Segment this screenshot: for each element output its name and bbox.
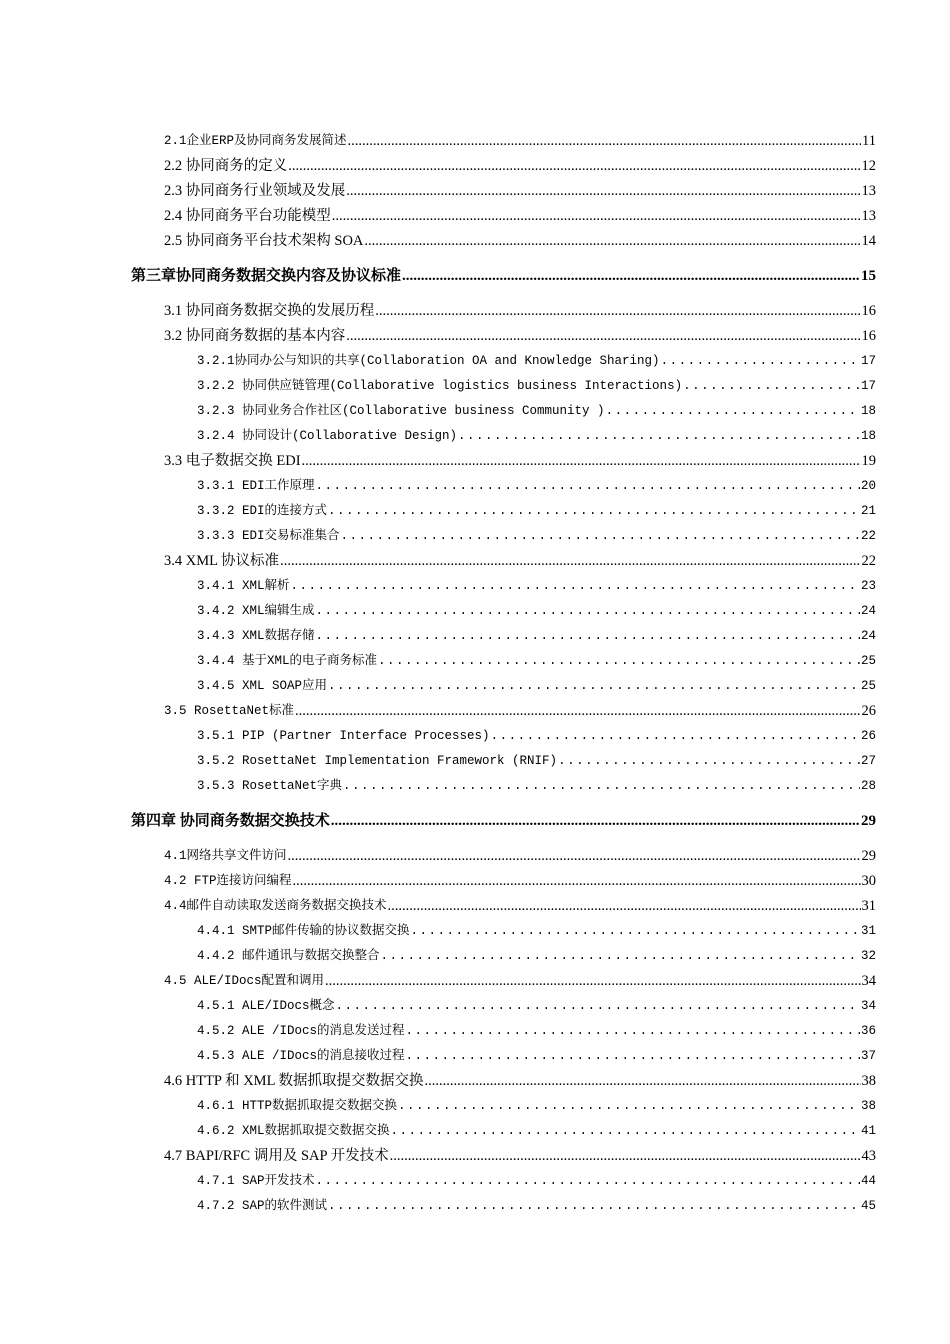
toc-entry[interactable] [131,571,876,596]
dot-leader [391,1121,860,1141]
dot-leader [364,231,860,251]
dot-leader [328,501,860,521]
toc-entry-title: 3.3.3 EDI交易标准集合 [197,529,340,543]
dot-leader [683,376,860,396]
toc-entry-page: 24 [860,604,876,618]
toc-entry-title: 4.4.1 SMTP邮件传输的协议数据交换 [197,924,410,938]
dot-leader [288,156,860,176]
dot-leader [341,526,860,546]
toc-entry-page: 16 [861,328,876,344]
toc-entry-title: 3.2.4 协同设计(Collaborative Design) [197,429,458,443]
dot-leader [606,401,860,421]
toc-entry[interactable] [131,346,876,371]
dot-leader [325,971,860,991]
toc-entry-page: 21 [860,504,876,518]
toc-entry[interactable] [131,841,876,866]
toc-entry[interactable] [131,646,876,671]
toc-entry[interactable] [131,671,876,696]
toc-entry[interactable] [131,1141,876,1166]
toc-entry-title: 3.2.2 协同供应链管理(Collaborative logistics business Interactions) [197,379,683,393]
dot-leader [491,726,860,746]
toc-entry-page: 26 [861,703,876,719]
toc-entry-page: 18 [860,429,876,443]
toc-entry[interactable] [131,1116,876,1141]
toc-entry-page: 34 [860,999,876,1013]
dot-leader [316,476,860,496]
toc-entry[interactable] [131,1191,876,1216]
dot-leader [336,996,860,1016]
toc-entry-page: 18 [860,404,876,418]
toc-entry-page: 38 [861,1073,876,1089]
toc-entry-page: 32 [860,949,876,963]
dot-leader [328,1196,860,1216]
dot-leader [343,776,860,796]
toc-entry[interactable] [131,941,876,966]
toc-entry-page: 25 [860,654,876,668]
toc-entry-title: 4.7 BAPI/RFC 调用及 SAP 开发技术 [164,1148,389,1164]
toc-entry-title: 3.1 协同商务数据交换的发展历程 [164,303,375,319]
toc-entry-title: 3.4.5 XML SOAP应用 [197,679,328,693]
toc-entry[interactable] [131,1041,876,1066]
toc-entry-page: 15 [861,268,876,284]
toc-entry-title: 4.5 ALE/IDocs配置和调用 [164,974,325,988]
toc-entry-title: 4.5.1 ALE/IDocs概念 [197,999,335,1013]
toc-entry-page: 29 [861,848,876,864]
toc-entry[interactable] [131,891,876,916]
toc-entry-title: 3.2 协同商务数据的基本内容 [164,328,346,344]
toc-entry-page: 19 [861,453,876,469]
dot-leader [328,676,860,696]
toc-entry-title: 4.6.1 HTTP数据抓取提交数据交换 [197,1099,398,1113]
toc-entry[interactable] [131,471,876,496]
toc-entry-page: 22 [861,553,876,569]
toc-entry-title: 第四章 协同商务数据交换技术 [131,813,330,829]
toc-entry-page: 22 [860,529,876,543]
toc-entry[interactable] [131,866,876,891]
dot-leader [425,1071,861,1091]
toc-entry-page: 31 [860,924,876,938]
toc-entry[interactable] [131,1066,876,1091]
toc-entry[interactable] [131,1166,876,1191]
toc-entry-title: 4.6 HTTP 和 XML 数据抓取提交数据交换 [164,1073,424,1089]
toc-entry-page: 17 [860,379,876,393]
toc-entry-title: 4.5.3 ALE /IDocs的消息接收过程 [197,1049,405,1063]
dot-leader [291,576,860,596]
toc-entry-title: 3.3.1 EDI工作原理 [197,479,315,493]
toc-entry-title: 4.7.2 SAP的软件测试 [197,1199,328,1213]
toc-entry-title: 3.4.1 XML解析 [197,579,290,593]
dot-leader [316,601,860,621]
dot-leader [402,266,860,286]
toc-entry-title: 4.6.2 XML数据抓取提交数据交换 [197,1124,390,1138]
dot-leader [381,946,860,966]
toc-entry-page: 38 [860,1099,876,1113]
toc-entry-title: 3.5.2 RosettaNet Implementation Framework (RNIF) [197,754,558,768]
dot-leader [458,426,860,446]
dot-leader [390,1146,861,1166]
toc-entry[interactable] [131,421,876,446]
toc-entry-page: 23 [860,579,876,593]
toc-entry[interactable] [131,966,876,991]
toc-entry[interactable] [131,696,876,721]
toc-entry-page: 34 [861,973,876,989]
toc-entry[interactable] [131,296,876,321]
toc-entry-title: 3.2.1协同办公与知识的共享(Collaboration OA and Knowledge Sharing) [197,354,660,368]
toc-entry[interactable] [131,621,876,646]
toc-entry-page: 16 [861,303,876,319]
toc-entry-title: 3.4.3 XML数据存储 [197,629,315,643]
toc-entry-page: 29 [861,813,876,829]
toc-entry-page: 11 [862,133,876,149]
toc-entry[interactable] [131,721,876,746]
dot-leader [378,651,860,671]
toc-entry-title: 4.4.2 邮件通讯与数据交换整合 [197,949,380,963]
toc-entry-page: 36 [860,1024,876,1038]
toc-entry[interactable] [131,806,876,831]
toc-entry-title: 4.5.2 ALE /IDocs的消息发送过程 [197,1024,405,1038]
dot-leader [332,206,861,226]
toc-entry-title: 4.2 FTP连接访问编程 [164,874,292,888]
toc-entry-page: 12 [861,158,876,174]
dot-leader [558,751,860,771]
toc-entry[interactable] [131,321,876,346]
toc-entry-page: 17 [860,354,876,368]
toc-entry[interactable] [131,496,876,521]
toc-entry-title: 3.4.4 基于XML的电子商务标准 [197,654,378,668]
dot-leader [295,701,860,721]
toc-entry-title: 4.4邮件自动读取发送商务数据交换技术 [164,899,387,913]
table-of-contents [131,126,876,1216]
dot-leader [280,551,860,571]
toc-entry-title: 4.7.1 SAP开发技术 [197,1174,315,1188]
toc-entry-title: 4.1网络共享文件访问 [164,849,287,863]
toc-entry[interactable] [131,1091,876,1116]
dot-leader [406,1021,860,1041]
toc-entry[interactable] [131,151,876,176]
toc-entry-title: 3.4.2 XML编辑生成 [197,604,315,618]
toc-entry[interactable] [131,991,876,1016]
toc-entry[interactable] [131,546,876,571]
toc-entry[interactable] [131,396,876,421]
toc-entry-page: 41 [860,1124,876,1138]
toc-entry-page: 28 [860,779,876,793]
toc-entry-page: 44 [860,1174,876,1188]
dot-leader [316,1171,860,1191]
toc-entry-title: 3.5.1 PIP (Partner Interface Processes) [197,729,490,743]
toc-entry[interactable] [131,371,876,396]
toc-entry[interactable] [131,261,876,286]
toc-entry[interactable] [131,1016,876,1041]
toc-entry-page: 13 [861,183,876,199]
dot-leader [388,896,861,916]
toc-entry-title: 2.1企业ERP及协同商务发展简述 [164,134,347,148]
dot-leader [288,846,861,866]
toc-entry-page: 26 [860,729,876,743]
dot-leader [348,131,862,151]
toc-entry[interactable] [131,596,876,621]
toc-entry-title: 3.4 XML 协议标准 [164,553,280,569]
dot-leader [293,871,861,891]
toc-entry[interactable] [131,201,876,226]
dot-leader [346,326,860,346]
dot-leader [331,811,860,831]
dot-leader [411,921,860,941]
toc-entry-title: 3.2.3 协同业务合作社区(Collaborative business Community ) [197,404,605,418]
toc-entry-title: 2.3 协同商务行业领域及发展 [164,183,346,199]
toc-entry-page: 25 [860,679,876,693]
toc-entry-page: 37 [860,1049,876,1063]
toc-entry[interactable] [131,176,876,201]
dot-leader [302,451,861,471]
toc-entry-page: 13 [861,208,876,224]
toc-entry-page: 24 [860,629,876,643]
toc-entry-page: 20 [860,479,876,493]
dot-leader [406,1046,860,1066]
toc-entry[interactable] [131,226,876,251]
toc-entry-page: 43 [861,1148,876,1164]
toc-entry-title: 2.5 协同商务平台技术架构 SOA [164,233,364,249]
toc-entry-title: 2.4 协同商务平台功能模型 [164,208,331,224]
dot-leader [316,626,860,646]
toc-entry-title: 第三章协同商务数据交换内容及协议标准 [131,268,402,284]
toc-entry-title: 3.3 电子数据交换 EDI [164,453,301,469]
toc-entry-page: 31 [861,898,876,914]
toc-entry-page: 27 [860,754,876,768]
toc-entry-page: 30 [861,873,876,889]
toc-entry[interactable] [131,916,876,941]
toc-entry[interactable] [131,446,876,471]
dot-leader [661,351,860,371]
toc-entry[interactable] [131,521,876,546]
toc-entry-title: 3.5 RosettaNet标准 [164,704,295,718]
dot-leader [346,181,860,201]
dot-leader [375,301,860,321]
toc-entry[interactable] [131,771,876,796]
dot-leader [398,1096,860,1116]
toc-entry-title: 3.3.2 EDI的连接方式 [197,504,328,518]
toc-entry-page: 45 [860,1199,876,1213]
toc-entry-title: 3.5.3 RosettaNet字典 [197,779,343,793]
toc-entry-title: 2.2 协同商务的定义 [164,158,288,174]
toc-entry-page: 14 [861,233,876,249]
toc-entry[interactable] [131,746,876,771]
toc-entry[interactable] [131,126,876,151]
